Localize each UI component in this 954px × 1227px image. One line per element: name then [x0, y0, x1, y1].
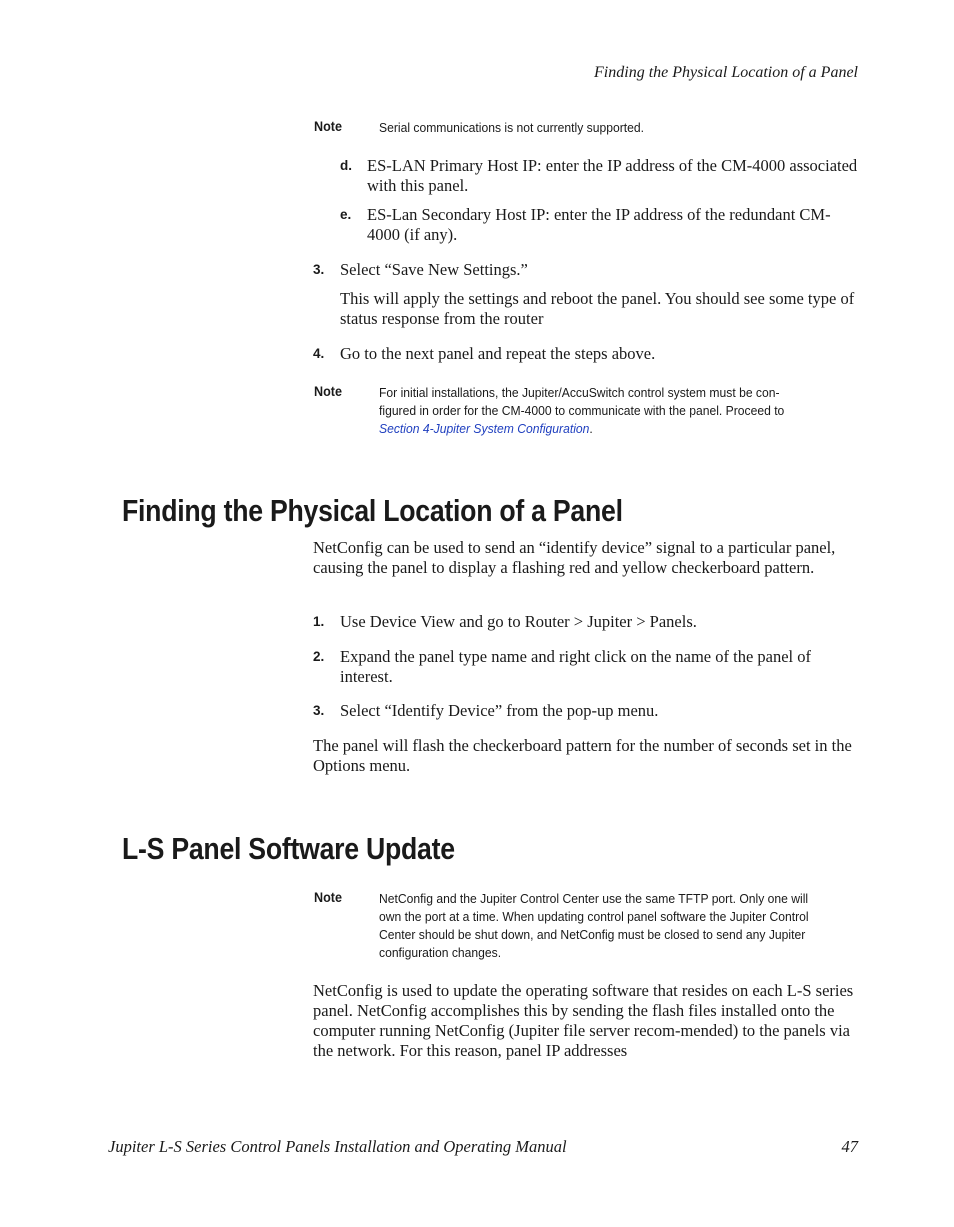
note-text: NetConfig and the Jupiter Control Center use the same TFTP port. Only one will own the port at a time. When updating control panel software the Jupiter Control Center should be shut down, and NetConfig must be closed to send any Jupiter configuration changes.: [379, 891, 809, 960]
section-heading: Finding the Physical Location of a Panel: [122, 493, 623, 528]
step-3-paragraph: This will apply the settings and reboot the panel. You should see some type of status response from the router: [340, 289, 855, 328]
step-text: Select “Identify Device” from the pop-up menu.: [340, 701, 659, 720]
section-4-link[interactable]: Section 4-Jupiter System Configuration: [379, 421, 590, 436]
step-text: Expand the panel type name and right click on the name of the panel of interest.: [340, 647, 811, 686]
note-text-line: For initial installations, the Jupiter/AccuSwitch control system must be con-: [379, 385, 780, 400]
substep-e: [340, 205, 860, 245]
step-3: [313, 260, 860, 280]
step-text: Use Device View and go to Router > Jupiter > Panels.: [340, 612, 697, 631]
section-heading: L-S Panel Software Update: [122, 831, 455, 866]
note-label: Note: [314, 383, 343, 399]
list-item: [313, 647, 860, 687]
running-header: Finding the Physical Location of a Panel: [594, 64, 858, 81]
step-number: 3.: [313, 262, 325, 277]
note-period: .: [589, 421, 593, 436]
step-number: 2.: [313, 649, 325, 664]
section-closing: The panel will flash the checkerboard pattern for the number of seconds set in the Options menu.: [313, 736, 852, 775]
note-label: Note: [314, 889, 343, 905]
step-text: Select “Save New Settings.”: [340, 260, 528, 279]
page-number: 47: [841, 1137, 858, 1156]
step-number: 3.: [313, 703, 325, 718]
note-text: [379, 384, 811, 438]
substep-number: d.: [340, 158, 352, 173]
list-item: [313, 612, 860, 632]
step-text: Go to the next panel and repeat the steps above.: [340, 344, 656, 363]
footer-manual-title: Jupiter L-S Series Control Panels Installation and Operating Manual: [108, 1137, 567, 1156]
step-number: 1.: [313, 614, 325, 629]
substep-text: ES-LAN Primary Host IP: enter the IP address of the CM-4000 associated with this panel.: [367, 156, 858, 195]
substep-number: e.: [340, 207, 352, 222]
note-text-line: figured in order for the CM-4000 to communicate with the panel. Proceed to: [379, 403, 785, 418]
substep-d: [340, 156, 860, 196]
substep-text: ES-Lan Secondary Host IP: enter the IP address of the redundant CM-4000 (if any).: [367, 205, 831, 244]
section-paragraph: NetConfig is used to update the operating software that resides on each L-S series panel. NetConfig accomplishes this by sending the flash files installed onto the computer running NetConfig (Jupiter file server recom-mended) to the panels via the network. For this reason, panel IP addresses: [313, 981, 854, 1060]
list-item: [313, 701, 860, 721]
note-text: Serial communications is not currently supported.: [379, 120, 645, 135]
note-label: Note: [314, 118, 343, 134]
step-4: [313, 344, 860, 364]
section-intro: NetConfig can be used to send an “identify device” signal to a particular panel, causing the panel to display a flashing red and yellow checkerboard pattern.: [313, 538, 836, 577]
step-number: 4.: [313, 346, 325, 361]
